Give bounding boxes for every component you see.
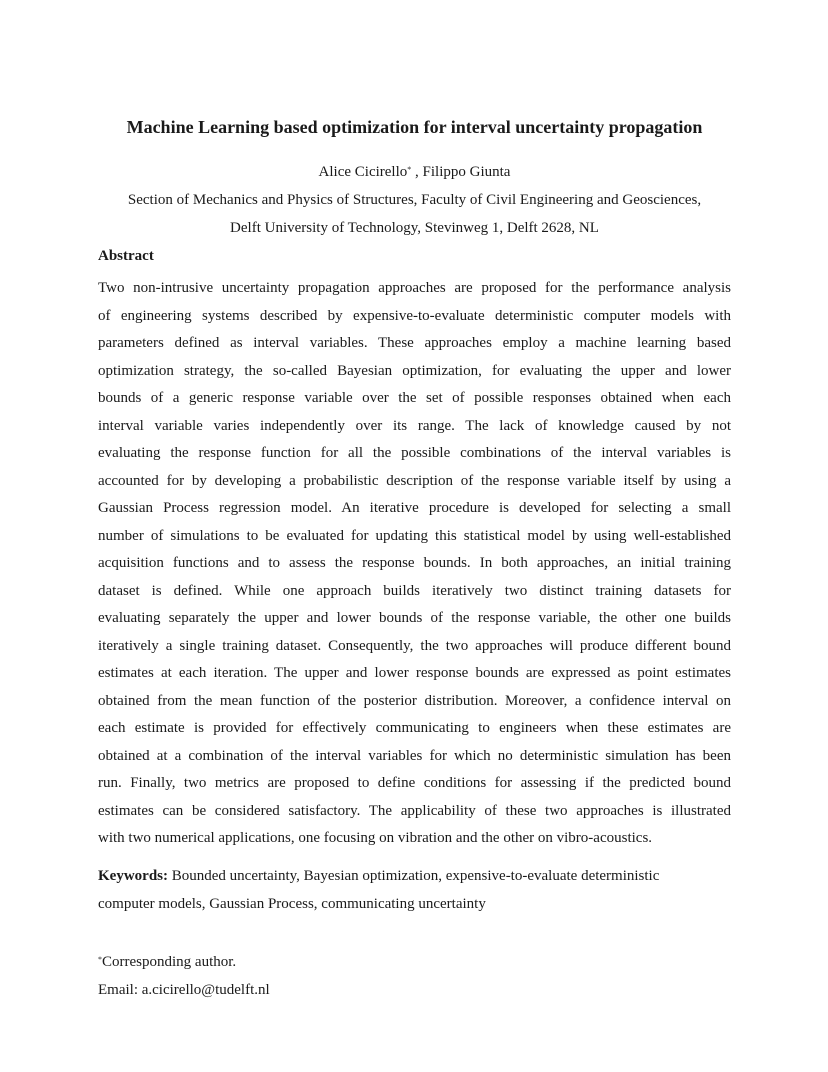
abstract-line: number of simulations to be evaluated for updating this statistical model by using well-established — [98, 527, 731, 544]
footnote-email: Email: a.cicirello@tudelft.nl — [98, 982, 270, 998]
affiliation-line: Delft University of Technology, Stevinweg 1, Delft 2628, NL — [230, 220, 599, 236]
abstract-line: iteratively a single training dataset. Consequently, the two approaches will produce different bound — [98, 637, 731, 654]
author-line — [98, 162, 731, 182]
abstract-line: each estimate is provided for effectively communicating to engineers when these estimates are — [98, 720, 731, 736]
abstract-line: Gaussian Process regression model. An iterative procedure is developed for selecting a small — [98, 500, 731, 516]
keywords-line — [98, 862, 731, 890]
keywords-text: Bounded uncertainty, Bayesian optimization, expensive-to-evaluate deterministic — [168, 868, 660, 884]
keywords-block — [98, 862, 731, 918]
abstract-line: of engineering systems described by expensive-to-evaluate deterministic computer models with — [98, 307, 731, 324]
abstract-line: dataset is defined. While one approach builds iteratively two distinct training datasets for — [98, 582, 731, 599]
author-name: Filippo Giunta — [422, 164, 511, 180]
corresponding-author-mark: * — [407, 165, 412, 174]
abstract-line: obtained from the mean function of the posterior distribution. Moreover, a confidence interval on — [98, 692, 731, 709]
abstract-body — [98, 275, 731, 853]
abstract-line: interval variable varies independently over its range. The lack of knowledge caused by not — [98, 417, 731, 434]
abstract-line: parameters defined as interval variables. These approaches employ a machine learning based — [98, 335, 731, 351]
footnote-text: Corresponding author. — [102, 954, 237, 970]
author-name: Alice Cicirello — [318, 164, 408, 180]
keywords-text: computer models, Gaussian Process, communicating uncertainty — [98, 896, 486, 912]
abstract-line: evaluating separately the upper and lower bounds of the response variable, the other one builds — [98, 610, 731, 626]
abstract-line: obtained at a combination of the interval variables for which no deterministic simulation has been — [98, 747, 731, 764]
abstract-line: Two non-intrusive uncertainty propagation approaches are proposed for the performance analysis — [98, 280, 731, 296]
abstract-line: evaluating the response function for all the possible combinations of the interval variables is — [98, 445, 731, 461]
paper-title: Machine Learning based optimization for interval uncertainty propagation — [126, 117, 703, 137]
abstract-line: optimization strategy, the so-called Bayesian optimization, for evaluating the upper and lower — [98, 362, 731, 379]
abstract-heading: Abstract — [98, 248, 154, 264]
abstract-line: run. Finally, two metrics are proposed to define conditions for assessing if the predicted bound — [98, 775, 731, 791]
affiliation-line: Section of Mechanics and Physics of Structures, Faculty of Civil Engineering and Geosciences, — [127, 192, 702, 208]
footnote — [98, 948, 270, 1004]
abstract-line: bounds of a generic response variable over the set of possible responses obtained when each — [98, 390, 731, 406]
footnote-line — [98, 948, 270, 976]
footnote-mark: * — [98, 955, 102, 964]
abstract-line: with two numerical applications, one focusing on vibration and the other on vibro-acoustics. — [98, 830, 653, 846]
abstract-line: estimates at each iteration. The upper and lower response bounds are expressed as point estimates — [98, 665, 731, 681]
abstract-line: estimates can be considered satisfactory. The applicability of these two approaches is illustrated — [98, 802, 731, 819]
abstract-line: acquisition functions and to assess the response bounds. In both approaches, an initial training — [98, 555, 731, 571]
abstract-line: accounted for by developing a probabilistic description of the response variable itself by using a — [98, 472, 731, 489]
keywords-label: Keywords: — [98, 868, 168, 884]
author-separator: , — [411, 164, 423, 180]
